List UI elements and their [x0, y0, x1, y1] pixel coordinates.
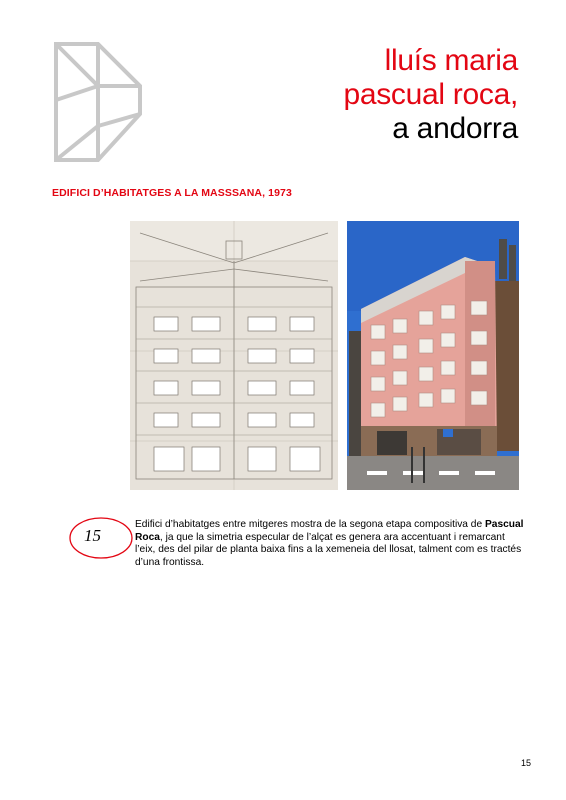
elevation-drawing-image: [130, 221, 338, 490]
caption-text-1: Edifici d’habitatges entre mitgeres mostra de la segona etapa compositiva de: [135, 519, 483, 530]
figure-number-badge: [68, 516, 134, 560]
section-heading: EDIFICI D’HABITATGES A LA MASSSANA, 1973: [52, 187, 292, 199]
title-line-1: lluís maria: [384, 44, 518, 77]
page-number: 15: [520, 758, 531, 768]
building-photo: [347, 221, 519, 490]
title-line-3: a andorra: [392, 112, 518, 145]
title-line-2: pascual roca,: [343, 78, 518, 111]
logo: [52, 40, 144, 164]
figure-number: 15: [84, 526, 101, 545]
caption-architect-name: Pascual Roca: [135, 519, 524, 543]
page-title: [343, 44, 518, 146]
logo-mark: [52, 40, 144, 164]
oval-outline: [68, 516, 134, 560]
caption-text-2: , ja que la simetria especular de l’alçat es genera ara accentuant i remarcant l’eix, des del pilar de planta baixa fins a la xemeneia del llosat, talment com es tractés d’una frontissa.: [135, 531, 522, 568]
figure-caption: [135, 519, 525, 569]
